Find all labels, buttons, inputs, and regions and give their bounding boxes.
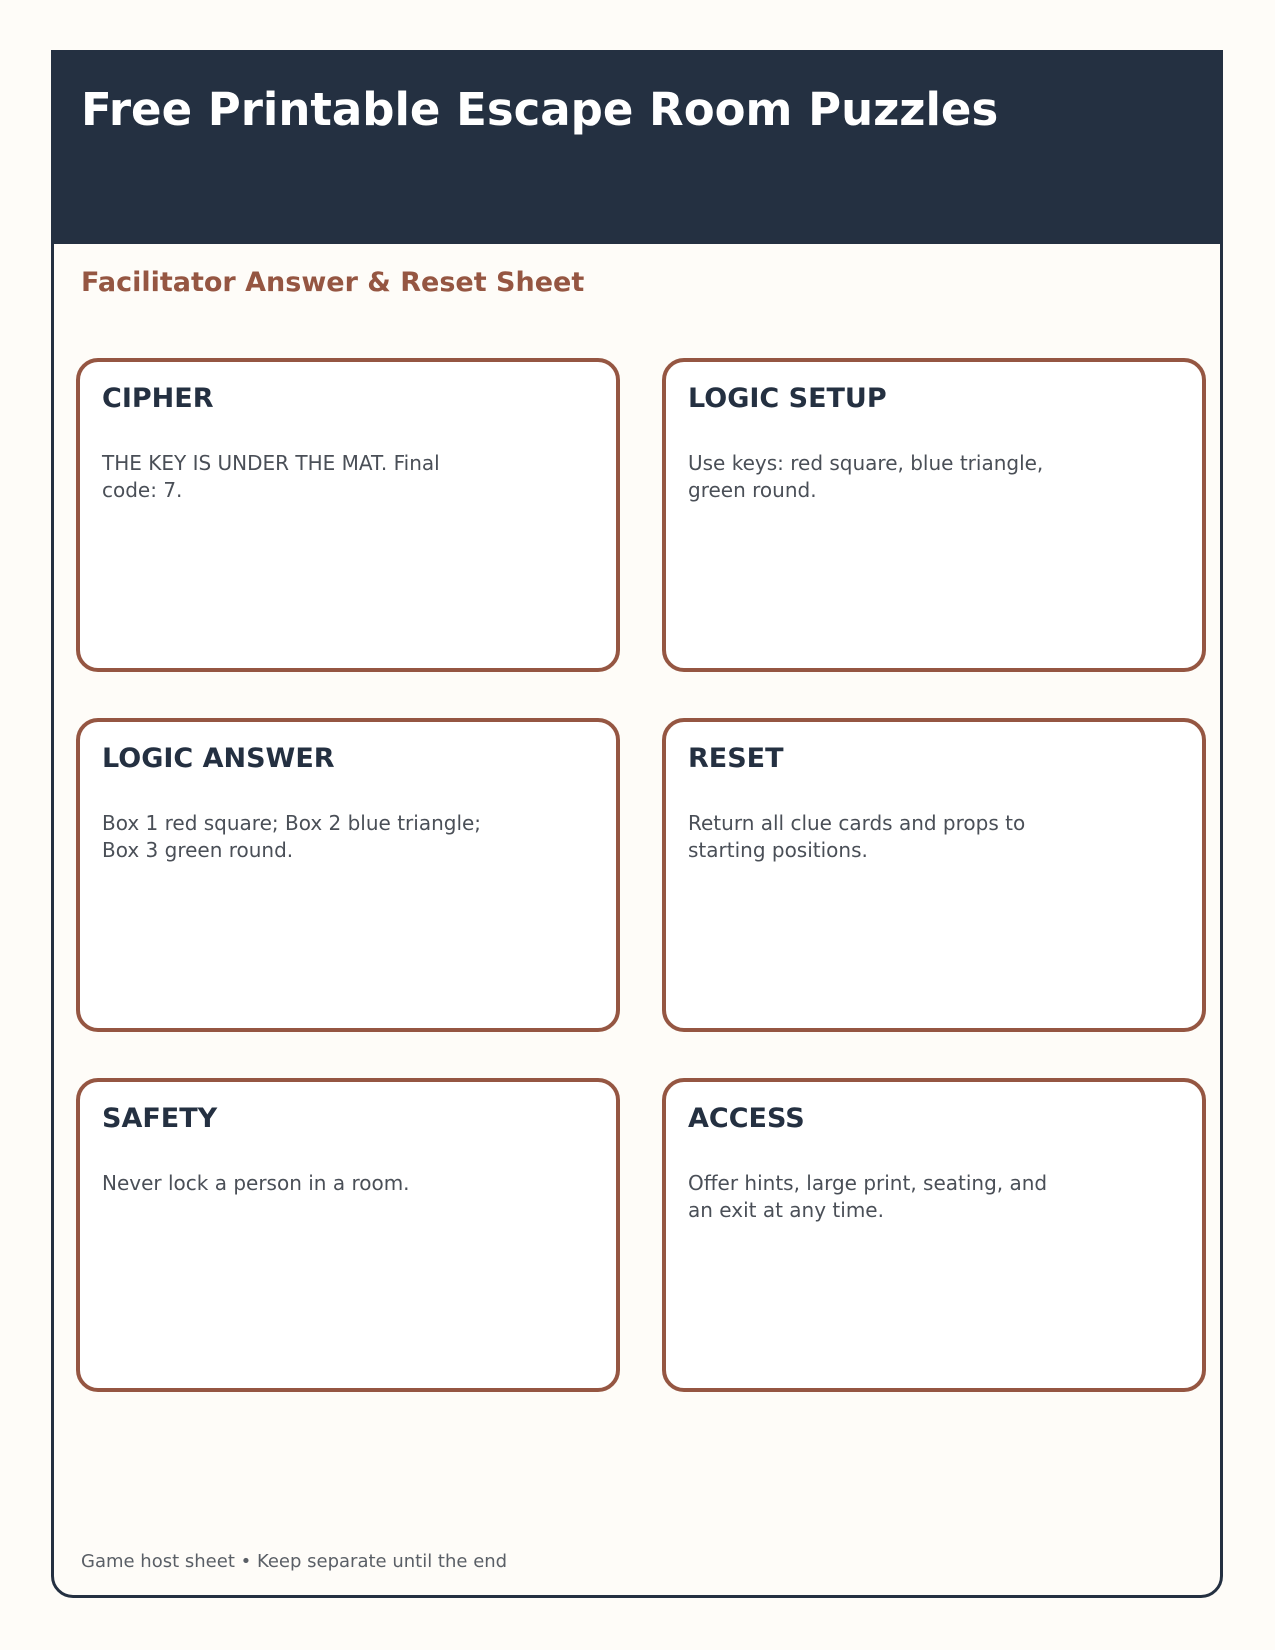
footer-note: Game host sheet • Keep separate until the end — [81, 1551, 508, 1572]
card-title: CIPHER — [102, 383, 214, 414]
card-title: RESET — [688, 743, 784, 774]
card-text: Never lock a person in a room. — [102, 1171, 410, 1195]
card-title: LOGIC SETUP — [688, 383, 887, 414]
card-text: Use keys: red square, blue triangle, green round. — [688, 451, 1044, 502]
card-title: ACCESS — [688, 1103, 805, 1134]
sheet-subtitle: Facilitator Answer & Reset Sheet — [81, 267, 585, 298]
card-text: Offer hints, large print, seating, and an exit at any time. — [688, 1171, 1048, 1222]
card-title: LOGIC ANSWER — [102, 743, 335, 774]
card-reset — [662, 718, 1206, 1032]
header-banner — [54, 53, 1220, 244]
card-cipher — [76, 358, 620, 672]
answer-sheet — [51, 50, 1223, 1598]
card-text: Box 1 red square; Box 2 blue triangle; Box 3 green round. — [102, 811, 482, 862]
card-text: Return all clue cards and props to starting positions. — [688, 811, 1026, 862]
card-safety — [76, 1078, 620, 1392]
card-logic-setup — [662, 358, 1206, 672]
card-access — [662, 1078, 1206, 1392]
card-logic-answer — [76, 718, 620, 1032]
card-text: THE KEY IS UNDER THE MAT. Final code: 7. — [102, 451, 440, 502]
card-title: SAFETY — [102, 1103, 218, 1134]
page-title: Free Printable Escape Room Puzzles — [81, 83, 999, 136]
